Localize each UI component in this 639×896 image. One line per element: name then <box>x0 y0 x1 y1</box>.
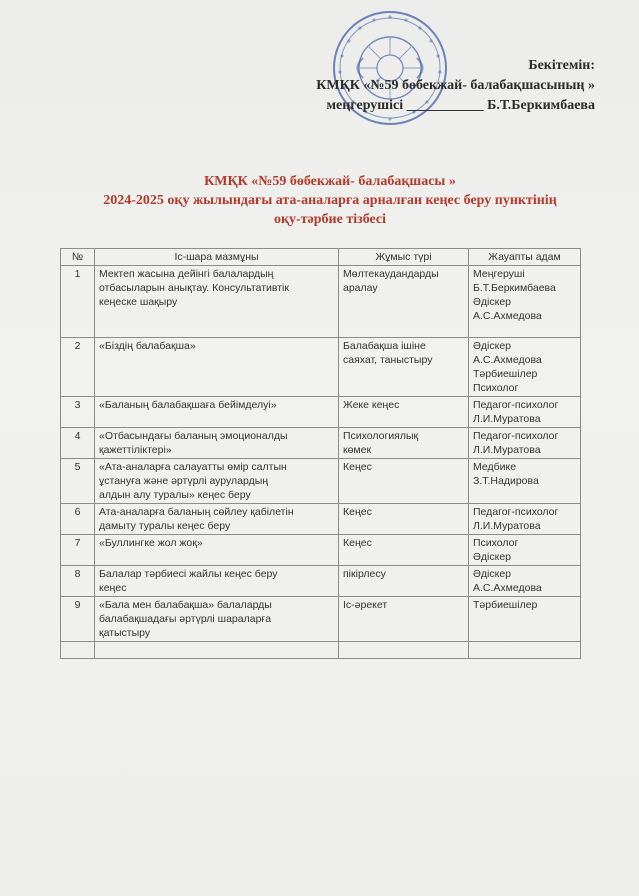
responsible-line: Л.И.Муратова <box>473 444 541 456</box>
row-number: 2 <box>61 338 95 397</box>
empty-cell <box>61 642 95 659</box>
responsible-line: Педагог-психолог <box>473 430 559 442</box>
heading-year-line: 2024-2025 оқу жылындағы ата-аналарға арналған кеңес беру пунктінің <box>103 193 557 208</box>
table-row <box>61 459 581 504</box>
responsible-line: А.С.Ахмедова <box>473 310 542 322</box>
content-line: Ата-аналарға баланың сөйлеу қабілетін <box>99 506 294 518</box>
type-line: Кеңес <box>343 461 372 473</box>
table-row <box>61 597 581 642</box>
content-line: қатыстыру <box>99 627 151 639</box>
responsible-line: Психолог <box>473 537 519 549</box>
row-responsible <box>469 266 581 338</box>
row-number: 6 <box>61 504 95 535</box>
type-line: аралау <box>343 282 378 294</box>
type-line: Жеке кеңес <box>343 399 400 411</box>
table-row <box>61 397 581 428</box>
approval-organization: КМҚК «№59 бөбекжай- балабақшасының » <box>316 78 595 93</box>
type-line: көмек <box>343 444 372 456</box>
row-number: 8 <box>61 566 95 597</box>
responsible-line: Б.Т.Беркимбаева <box>473 282 556 294</box>
plan-table <box>60 248 581 659</box>
empty-cell <box>339 642 469 659</box>
content-line: Мектеп жасына дейінгі балалардың <box>99 268 274 280</box>
row-number: 4 <box>61 428 95 459</box>
responsible-line: Медбике <box>473 461 517 473</box>
content-line: Балалар тәрбиесі жайлы кеңес беру <box>99 568 278 580</box>
type-line: Кеңес <box>343 506 372 518</box>
row-content <box>95 397 339 428</box>
row-responsible <box>469 597 581 642</box>
content-line: қажеттіліктері» <box>99 444 172 456</box>
heading-organization: КМҚК «№59 бөбекжай- балабақшасы » <box>204 174 456 189</box>
table-row <box>61 535 581 566</box>
row-type <box>339 535 469 566</box>
responsible-line: Педагог-психолог <box>473 506 559 518</box>
content-line: отбасыларын анықтау. Консультативтік <box>99 282 289 294</box>
responsible-line: Тәрбиешілер <box>473 368 538 380</box>
responsible-line: Әдіскер <box>473 296 512 308</box>
approval-head-signature: меңгерушісі ___________ Б.Т.Беркимбаева <box>326 98 595 113</box>
row-type <box>339 266 469 338</box>
row-responsible <box>469 397 581 428</box>
table-row-empty <box>61 642 581 659</box>
type-line: саяхат, таныстыру <box>343 354 433 366</box>
responsible-line: Әдіскер <box>473 551 512 563</box>
row-responsible <box>469 428 581 459</box>
approval-title: Бекітемін: <box>528 58 595 73</box>
type-line: Балабақша ішіне <box>343 340 426 352</box>
table-row <box>61 338 581 397</box>
content-line: дамыту туралы кеңес беру <box>99 520 231 532</box>
type-line: Психологиялық <box>343 430 419 442</box>
responsible-line: З.Т.Надирова <box>473 475 539 487</box>
content-line: «Бала мен балабақша» балаларды <box>99 599 272 611</box>
empty-cell <box>469 642 581 659</box>
type-line: пікірлесу <box>343 568 386 580</box>
row-type <box>339 338 469 397</box>
empty-cell <box>95 642 339 659</box>
table-row <box>61 566 581 597</box>
row-responsible <box>469 566 581 597</box>
heading-plan-title: оқу-тәрбие тізбесі <box>273 212 387 227</box>
row-content <box>95 459 339 504</box>
row-type <box>339 397 469 428</box>
responsible-line: Меңгеруші <box>473 268 525 280</box>
responsible-line: Л.И.Муратова <box>473 413 541 425</box>
row-responsible <box>469 459 581 504</box>
row-type <box>339 566 469 597</box>
row-number: 9 <box>61 597 95 642</box>
type-line: Мөлтекаудандарды <box>343 268 439 280</box>
content-line: балабақшадағы әртүрлі шараларға <box>99 613 272 625</box>
content-line: кеңеске шақыру <box>99 296 178 308</box>
responsible-line: Тәрбиешілер <box>473 599 538 611</box>
responsible-line: Әдіскер <box>473 340 512 352</box>
row-number: 7 <box>61 535 95 566</box>
row-content <box>95 566 339 597</box>
row-content <box>95 266 339 338</box>
row-responsible <box>469 504 581 535</box>
row-type <box>339 597 469 642</box>
content-line: ұстануға және әртүрлі аурулардың <box>99 475 269 487</box>
row-content <box>95 597 339 642</box>
approval-block <box>316 56 595 116</box>
table-row <box>61 266 581 338</box>
content-line: «Баланың балабақшаға бейімделуі» <box>99 399 277 411</box>
content-line: «Ата-аналарға салауатты өмір салтын <box>99 461 287 473</box>
column-header-responsible: Жауапты адам <box>469 249 581 266</box>
row-content <box>95 338 339 397</box>
responsible-line: Л.И.Муратова <box>473 520 541 532</box>
row-number: 1 <box>61 266 95 338</box>
row-number: 5 <box>61 459 95 504</box>
row-type <box>339 428 469 459</box>
row-content <box>95 504 339 535</box>
content-line: алдын алу туралы» кеңес беру <box>99 489 251 501</box>
column-header-content: Іс-шара мазмұны <box>95 249 339 266</box>
column-header-type: Жұмыс түрі <box>339 249 469 266</box>
type-line: Іс-әрекет <box>343 599 388 611</box>
column-header-number: № <box>61 249 95 266</box>
responsible-line: Педагог-психолог <box>473 399 559 411</box>
row-number: 3 <box>61 397 95 428</box>
row-content <box>95 428 339 459</box>
row-responsible <box>469 535 581 566</box>
document-heading <box>60 172 600 229</box>
type-line: Кеңес <box>343 537 372 549</box>
responsible-line: А.С.Ахмедова <box>473 582 542 594</box>
responsible-line: А.С.Ахмедова <box>473 354 542 366</box>
content-line: «Отбасындағы баланың эмоционалды <box>99 430 288 442</box>
row-responsible <box>469 338 581 397</box>
row-type <box>339 504 469 535</box>
content-line: кеңес <box>99 582 127 594</box>
row-type <box>339 459 469 504</box>
content-line: «Буллингке жол жоқ» <box>99 537 203 549</box>
row-content <box>95 535 339 566</box>
table-row <box>61 504 581 535</box>
responsible-line: Психолог <box>473 382 519 394</box>
table-header-row <box>61 249 581 266</box>
responsible-line: Әдіскер <box>473 568 512 580</box>
content-line: «Біздің балабақша» <box>99 340 196 352</box>
table-row <box>61 428 581 459</box>
